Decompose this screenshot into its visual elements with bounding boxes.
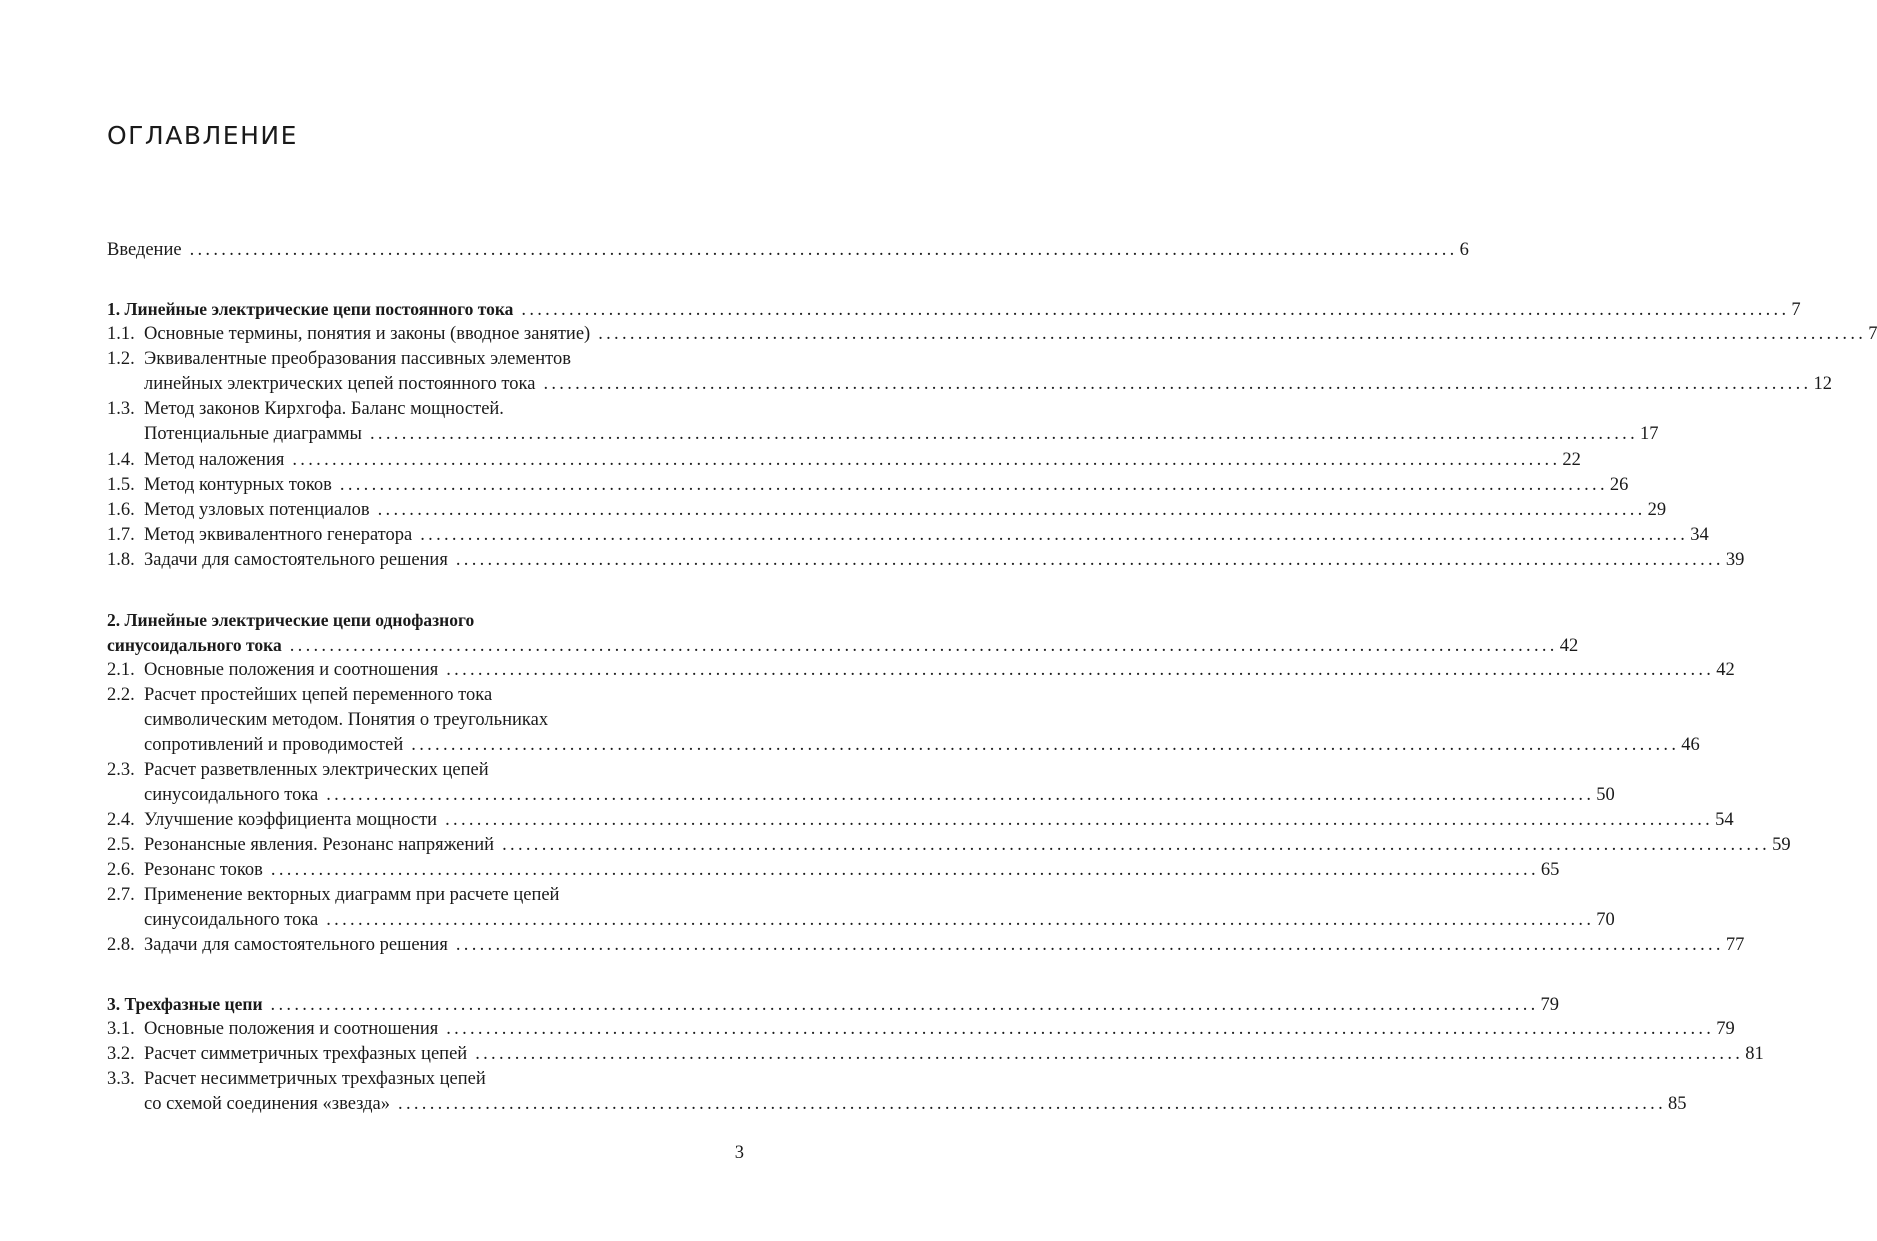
toc-leader-dots: ................................................................................................................................................................ <box>475 1044 1744 1064</box>
toc-entry-title: Расчет разветвленных электрических цепей <box>144 760 489 780</box>
toc-entry-page: 12 <box>1813 374 1832 394</box>
toc-entry-title: Расчет несимметричных трехфазных цепей <box>144 1069 486 1089</box>
toc-leader-dots: ................................................................................................................................................................ <box>446 1019 1715 1039</box>
toc-entry <box>107 833 1791 858</box>
toc-leader-dots: ................................................................................................................................................................ <box>455 550 1724 570</box>
toc-entry <box>107 1067 744 1092</box>
toc-entry <box>144 1092 1687 1117</box>
toc-entry <box>144 733 1700 758</box>
toc-entry-title: со схемой соединения «звезда» <box>144 1094 391 1114</box>
toc-entry-title: Задачи для самостоятельного решения <box>144 935 448 955</box>
toc-entry-page: 79 <box>1540 995 1560 1015</box>
toc-leader-dots: ................................................................................................................................................................ <box>446 660 1715 680</box>
toc-entry-page: 34 <box>1690 525 1709 545</box>
toc-entry <box>107 448 1581 473</box>
toc-entry-page: 81 <box>1745 1044 1764 1064</box>
toc-entry <box>107 1042 1764 1067</box>
toc-entry-number: 1.7. <box>107 525 135 545</box>
toc-entry-page: 7 <box>1868 324 1877 344</box>
toc-entry <box>107 933 1745 958</box>
toc-entry-number: 1.4. <box>107 450 135 470</box>
toc-entry-title: Задачи для самостоятельного решения <box>144 550 448 570</box>
toc-leader-dots: ................................................................................................................................................................ <box>270 860 1539 880</box>
toc-entry-title: Резонансные явления. Резонанс напряжений <box>144 835 495 855</box>
toc-entry-title: Основные положения и соотношения <box>144 660 439 680</box>
toc-leader-dots: ................................................................................................................................................................ <box>339 475 1608 495</box>
toc-entry-title: Потенциальные диаграммы <box>144 424 362 444</box>
toc-entry <box>107 858 1560 883</box>
toc-entry-number: 2.7. <box>107 885 135 905</box>
toc-entry <box>107 473 1629 498</box>
toc-entry-number: 3.2. <box>107 1044 135 1064</box>
toc-entry <box>107 397 744 422</box>
toc-entry-number: 2.4. <box>107 810 135 830</box>
toc-leader-dots: ................................................................................................................................................................ <box>289 636 1558 656</box>
toc-entry <box>144 783 1615 808</box>
toc-entry-page: 22 <box>1562 450 1581 470</box>
toc-leader-dots: ................................................................................................................................................................ <box>398 1094 1667 1114</box>
toc-entry-title: линейных электрических цепей постоянного тока <box>144 374 536 394</box>
toc-entry <box>107 498 1667 523</box>
toc-entry-title: Применение векторных диаграмм при расчете цепей <box>144 885 560 905</box>
toc-entry-number: 2.8. <box>107 935 135 955</box>
toc-leader-dots: ................................................................................................................................................................ <box>598 324 1867 344</box>
toc-entry-title: Метод контурных токов <box>144 475 332 495</box>
toc-entry-page: 42 <box>1559 636 1579 656</box>
toc-entry-title: 3. Трехфазные цепи <box>107 994 263 1014</box>
toc-entry-title: синусоидального тока <box>144 910 319 930</box>
toc-entry-title: Расчет простейших цепей переменного тока <box>144 685 493 705</box>
toc-entry-title: Резонанс токов <box>144 860 263 880</box>
toc-entry-page: 42 <box>1716 660 1735 680</box>
toc-entry <box>107 548 1745 573</box>
toc-entry-title: Метод наложения <box>144 450 285 470</box>
toc-entry-number: 1.6. <box>107 500 135 520</box>
toc-entry-number: 2.6. <box>107 860 135 880</box>
toc-entry-page: 39 <box>1725 550 1745 570</box>
toc-leader-dots: ................................................................................................................................................................ <box>326 785 1595 805</box>
toc-entry-page: 26 <box>1609 475 1629 495</box>
toc-entry-title: Основные термины, понятия и законы (вводное занятие) <box>144 324 591 344</box>
toc-leader-dots: ................................................................................................................................................................ <box>445 810 1714 830</box>
toc-entry <box>107 523 1709 548</box>
toc-entry-number: 1.5. <box>107 475 135 495</box>
toc-entry <box>107 808 1734 833</box>
toc-entry-number: 1.2. <box>107 349 135 369</box>
toc-entry <box>144 422 1659 447</box>
toc-entry <box>144 708 744 733</box>
toc-entry-number: 1.3. <box>107 399 135 419</box>
toc-entry <box>107 758 744 783</box>
toc-entry-number: 1.8. <box>107 550 135 570</box>
toc-leader-dots: ................................................................................................................................................................ <box>370 424 1638 444</box>
toc-entry-title: Эквивалентные преобразования пассивных элементов <box>144 349 571 369</box>
page-number: 3 <box>734 1143 744 1163</box>
toc-leader-dots: ................................................................................................................................................................ <box>377 500 1646 520</box>
toc-entry <box>107 683 744 708</box>
toc-entry-page: 85 <box>1668 1094 1687 1114</box>
toc-entry-page: 17 <box>1640 424 1659 444</box>
toc-entry-title: Метод узловых потенциалов <box>144 500 370 520</box>
toc-entry-title: 2. Линейные электрические цепи однофазного <box>107 610 475 630</box>
toc-entry-number: 1.1. <box>107 324 135 344</box>
toc-entry-number: 2.1. <box>107 660 135 680</box>
toc-entry-title: символическим методом. Понятия о треугольниках <box>144 710 549 730</box>
toc-entry-title: синусоидального тока <box>144 785 319 805</box>
toc-entry-page: 65 <box>1540 860 1560 880</box>
toc-entry-number: 2.2. <box>107 685 135 705</box>
toc-entry-number: 2.5. <box>107 835 135 855</box>
toc-entry <box>107 992 1560 1017</box>
toc-entry-title: синусоидального тока <box>107 635 282 655</box>
toc-entry-page: 77 <box>1725 935 1745 955</box>
toc-entry-title: Расчет симметричных трехфазных цепей <box>144 1044 468 1064</box>
toc-entry-title: Введение <box>107 240 182 260</box>
toc-entry-page: 7 <box>1791 300 1801 320</box>
toc-leader-dots: ................................................................................................................................................................ <box>455 935 1724 955</box>
toc-entry <box>107 238 1469 263</box>
toc-entry <box>107 347 744 372</box>
toc-entry-page: 79 <box>1716 1019 1735 1039</box>
toc-entry <box>107 1017 1735 1042</box>
toc-entry <box>107 297 1801 322</box>
toc-leader-dots: ................................................................................................................................................................ <box>420 525 1689 545</box>
toc-leader-dots: ................................................................................................................................................................ <box>411 735 1680 755</box>
toc-leader-dots: ................................................................................................................................................................ <box>502 835 1771 855</box>
toc-entry-title: Метод законов Кирхгофа. Баланс мощностей. <box>144 399 504 419</box>
toc-entry-number: 3.3. <box>107 1069 135 1089</box>
toc-leader-dots: ................................................................................................................................................................ <box>189 240 1458 260</box>
toc-entry <box>107 658 1735 683</box>
toc-leader-dots: ................................................................................................................................................................ <box>270 995 1539 1015</box>
toc-leader-dots: ................................................................................................................................................................ <box>292 450 1561 470</box>
toc-entry-page: 54 <box>1715 810 1734 830</box>
toc-entry-title: 1. Линейные электрические цепи постоянного тока <box>107 299 514 319</box>
toc-leader-dots: ................................................................................................................................................................ <box>543 374 1812 394</box>
toc-entry-page: 50 <box>1596 785 1615 805</box>
toc-entry-title: Улучшение коэффициента мощности <box>144 810 438 830</box>
toc-entry-title: сопротивлений и проводимостей <box>144 735 404 755</box>
toc-entry <box>107 633 1579 658</box>
toc-leader-dots: ................................................................................................................................................................ <box>326 910 1595 930</box>
toc-entry <box>107 608 744 633</box>
toc-entry-page: 6 <box>1459 240 1469 260</box>
toc-entry <box>107 322 1877 347</box>
toc-entry <box>144 372 1832 397</box>
page-title: ОГЛАВЛЕНИЕ <box>107 121 298 150</box>
toc-entry-title: Основные положения и соотношения <box>144 1019 439 1039</box>
toc-entry-page: 70 <box>1596 910 1615 930</box>
toc-leader-dots: ................................................................................................................................................................ <box>521 300 1790 320</box>
toc-entry-number: 2.3. <box>107 760 135 780</box>
toc-entry-title: Метод эквивалентного генератора <box>144 525 413 545</box>
toc-entry <box>144 908 1615 933</box>
toc-entry-page: 46 <box>1681 735 1700 755</box>
toc-entry-number: 3.1. <box>107 1019 135 1039</box>
toc-entry-page: 59 <box>1772 835 1791 855</box>
toc-entry-page: 29 <box>1647 500 1667 520</box>
toc-entry <box>107 883 744 908</box>
